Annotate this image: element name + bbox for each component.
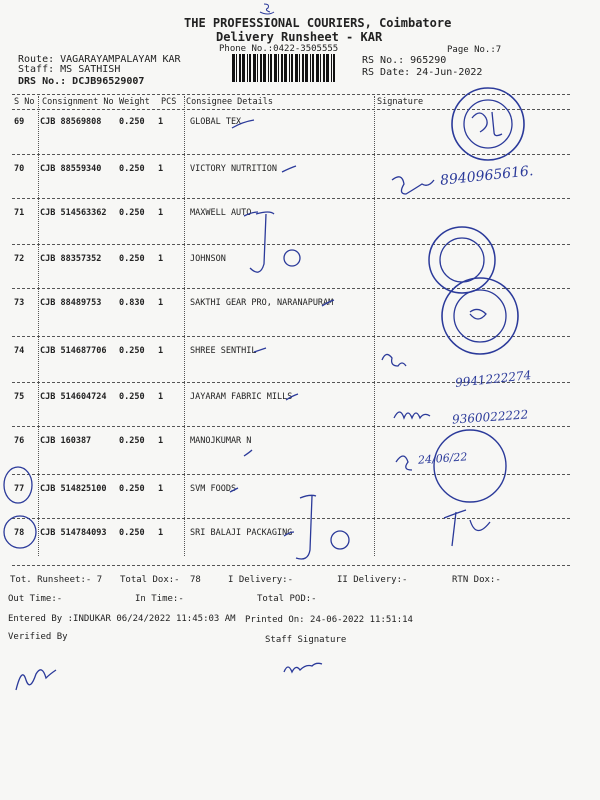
row-pcs: 1 [158, 392, 164, 402]
entered-by: Entered By :INDUKAR 06/24/2022 11:45:03 AM [8, 614, 236, 624]
row-consignment: CJB 88569808 [40, 117, 102, 127]
row-pcs: 1 [158, 164, 164, 174]
row-consignee: SRI BALAJI PACKAGING [190, 528, 293, 538]
total-dox-value: 78 [190, 575, 201, 585]
row-weight: 0.250 [119, 208, 145, 218]
row-sno: 78 [14, 528, 25, 538]
staff-signature-label: Staff Signature [265, 635, 347, 645]
row-pcs: 1 [158, 346, 164, 356]
row-consignment: CJB 514563362 [40, 208, 107, 218]
row-consignment: CJB 514604724 [40, 392, 107, 402]
row-sno: 74 [14, 346, 25, 356]
total-pod: Total POD:- [257, 594, 317, 604]
staff: Staff: MS SATHISH [18, 64, 121, 75]
in-time: In Time:- [135, 594, 184, 604]
row-weight: 0.250 [119, 392, 145, 402]
row-consignee: SAKTHI GEAR PRO, NARANAPURAM [190, 298, 334, 308]
printed-on: Printed On: 24-06-2022 11:51:14 [245, 615, 413, 625]
handwritten-date-76: 24/06/22 [417, 450, 468, 467]
i-delivery: I Delivery:- [228, 575, 294, 585]
row-pcs: 1 [158, 436, 164, 446]
verified-by: Verified By [8, 632, 68, 642]
row-weight: 0.250 [119, 117, 145, 127]
row-consignment: CJB 88489753 [40, 298, 102, 308]
handwritten-phone-75: 9360022222 [451, 407, 529, 427]
row-weight: 0.250 [119, 164, 145, 174]
row-consignment: CJB 88357352 [40, 254, 102, 264]
handwritten-phone-74: 9941222274 [454, 368, 532, 390]
row-sno: 77 [14, 484, 25, 494]
row-sno: 70 [14, 164, 25, 174]
row-consignee: JAYARAM FABRIC MILLS [190, 392, 293, 402]
col-consignment: Consignment No [42, 97, 114, 107]
phone-number: Phone No.:0422-3505555 [219, 44, 339, 54]
page-number: Page No.:7 [447, 45, 502, 55]
row-consignee: SHREE SENTHIL [190, 346, 257, 356]
company-title: THE PROFESSIONAL COURIERS, Coimbatore [184, 16, 452, 30]
drs-number: DRS No.: DCJB96529007 [18, 76, 145, 87]
row-sno: 73 [14, 298, 25, 308]
row-sno: 69 [14, 117, 25, 127]
row-consignment: CJB 88559340 [40, 164, 102, 174]
col-signature: Signature [377, 97, 424, 107]
row-consignee: MANOJKUMAR N [190, 436, 252, 446]
row-consignment: CJB 514687706 [40, 346, 107, 356]
col-sno: S No [14, 97, 35, 107]
row-sno: 76 [14, 436, 25, 446]
row-consignee: VICTORY NUTRITION [190, 164, 277, 174]
rs-date: RS Date: 24-Jun-2022 [362, 67, 483, 78]
row-sno: 72 [14, 254, 25, 264]
row-weight: 0.250 [119, 436, 145, 446]
row-consignee: SVM FOODS [190, 484, 237, 494]
row-weight: 0.250 [119, 484, 145, 494]
total-dox-label: Total Dox:- [120, 575, 180, 585]
tot-runsheet: Tot. Runsheet:- 7 [10, 575, 103, 585]
row-consignment: CJB 160387 [40, 436, 92, 446]
row-pcs: 1 [158, 208, 164, 218]
row-consignee: MAXWELL AUTO [190, 208, 252, 218]
ii-delivery: II Delivery:- [337, 575, 408, 585]
route: Route: VAGARAYAMPALAYAM KAR [18, 54, 181, 65]
row-weight: 0.250 [119, 254, 145, 264]
row-pcs: 1 [158, 298, 164, 308]
out-time: Out Time:- [8, 594, 63, 604]
col-pcs: PCS [161, 97, 177, 107]
row-sno: 75 [14, 392, 25, 402]
row-pcs: 1 [158, 528, 164, 538]
row-pcs: 1 [158, 484, 164, 494]
row-consignee: GLOBAL TEX [190, 117, 242, 127]
row-consignee: JOHNSON [190, 254, 226, 264]
row-weight: 0.250 [119, 528, 145, 538]
col-weight: Weight [119, 97, 150, 107]
row-consignment: CJB 514825100 [40, 484, 107, 494]
row-sno: 71 [14, 208, 25, 218]
handwritten-phone-70: 8940965616. [439, 163, 535, 189]
row-pcs: 1 [158, 254, 164, 264]
row-weight: 0.250 [119, 346, 145, 356]
col-consignee: Consignee Details [186, 97, 273, 107]
row-weight: 0.830 [119, 298, 145, 308]
rs-number: RS No.: 965290 [362, 55, 447, 66]
row-pcs: 1 [158, 117, 164, 127]
rtn-dox: RTN Dox:- [452, 575, 501, 585]
row-consignment: CJB 514784093 [40, 528, 107, 538]
runsheet-subtitle: Delivery Runsheet - KAR [216, 30, 383, 44]
